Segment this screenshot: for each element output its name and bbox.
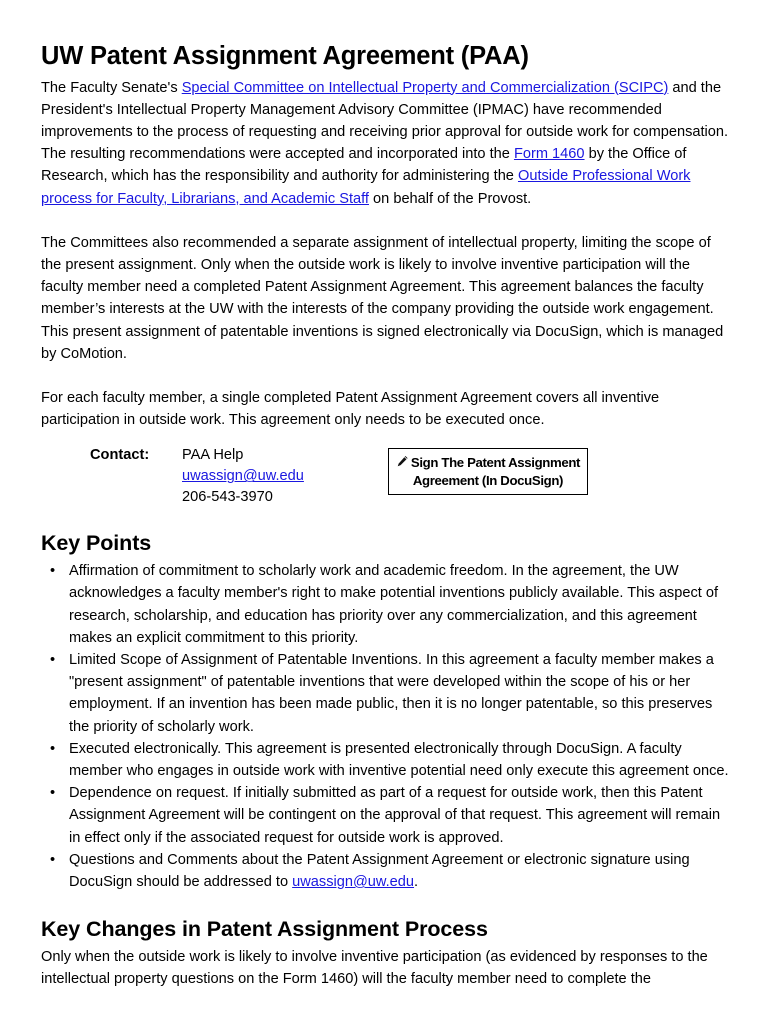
intro-paragraph-2: The Committees also recommended a separate assignment of intellectual property, limiting the scope of the present assignment. Only when the outside work is likely to involve inventive participation will the faculty member need a completed Patent Assignment Agreement. This agreement balances the faculty member’s interests at the UW with the interests of the company providing the outside work engagement. This present assignment of patentable inventions is signed electronically via DocuSign, which is managed by CoMotion. bbox=[41, 234, 724, 362]
contact-phone: 206-543-3970 bbox=[182, 489, 273, 506]
intro-paragraph-1 bbox=[41, 77, 729, 210]
list-item-text: Dependence on request. If initially submitted as part of a request for outside work, then this Patent Assignment Agreement will be contingent on the approval of that request. This agreement will remain in effect only if the associated request for outside work is approved. bbox=[69, 785, 721, 846]
list-item-text: Limited Scope of Assignment of Patentable Inventions. In this agreement a faculty member makes a "present assignment" of patentable inventions that were developed within the scope of his or her employment. If an invention has been made public, then it is no longer patentable, so this preserves the priority of scholarly work. bbox=[69, 651, 714, 735]
pen-icon bbox=[396, 455, 409, 472]
contact-and-sign-row bbox=[41, 445, 729, 507]
intro-paragraph-3: For each faculty member, a single completed Patent Assignment Agreement covers all inventive participation in outside work. This agreement only needs to be executed once. bbox=[41, 389, 660, 429]
list-item bbox=[41, 849, 729, 893]
list-item bbox=[41, 782, 729, 849]
sign-button-line-2: Agreement (In DocuSign) bbox=[412, 473, 564, 489]
bullet-glyph: • bbox=[50, 785, 56, 802]
bullet-glyph: • bbox=[50, 651, 56, 668]
link-scipc-committee[interactable]: Special Committee on Intellectual Property and Commercialization (SCIPC) bbox=[181, 79, 669, 96]
list-item-text: Affirmation of commitment to scholarly work and academic freedom. In the agreement, the UW acknowledges a faculty member's right to make potential inventions publicly available. This aspect of research, scholarship, and education has priority over any commercialization, and this agreement makes an explicit commitment to this priority. bbox=[69, 563, 719, 646]
sign-agreement-button[interactable] bbox=[388, 448, 588, 495]
bullet-glyph: • bbox=[50, 563, 56, 580]
section-heading-key-points: Key Points bbox=[41, 531, 152, 556]
list-item bbox=[41, 738, 729, 782]
bullet-glyph: • bbox=[50, 740, 56, 757]
sign-button-line-1: Sign The Patent Assignment bbox=[410, 455, 581, 471]
intro-text-segment-1: The Faculty Senate's bbox=[41, 79, 182, 96]
list-item bbox=[41, 649, 729, 738]
list-item-text-segment-2: . bbox=[414, 873, 419, 890]
list-item bbox=[41, 560, 729, 649]
sign-agreement-button-text bbox=[390, 454, 586, 489]
list-item-text: Executed electronically. This agreement is presented electronically through DocuSign. A faculty member who engages in outside work with inventive potential need only execute this agreement once. bbox=[69, 740, 729, 779]
list-item-email-link[interactable]: uwassign@uw.edu bbox=[292, 873, 415, 890]
intro-text-segment-4: on behalf of the Provost. bbox=[368, 190, 532, 207]
contact-block bbox=[90, 445, 304, 508]
bullet-glyph: • bbox=[50, 851, 56, 868]
intro-text-segment-3: by the Office of Research, which has the responsibility and authority for administering the bbox=[41, 146, 687, 185]
contact-values bbox=[182, 445, 304, 508]
contact-label: Contact: bbox=[90, 447, 150, 464]
contact-name: PAA Help bbox=[182, 447, 244, 464]
section-heading-key-changes: Key Changes in Patent Assignment Process bbox=[41, 917, 488, 942]
list-item-text-segment-1: Questions and Comments about the Patent Assignment Agreement or electronic signature using DocuSign should be addressed to bbox=[69, 851, 690, 890]
key-points-list bbox=[41, 560, 729, 893]
page-title: UW Patent Assignment Agreement (PAA) bbox=[41, 42, 529, 70]
key-changes-paragraph-1: Only when the outside work is likely to involve inventive participation (as evidenced by responses to the intellectual property questions on the Form 1460) will the faculty member need to complete the bbox=[41, 948, 708, 988]
link-outside-professional-work[interactable]: Outside Professional Work process for Faculty, Librarians, and Academic Staff bbox=[41, 168, 691, 207]
link-form-1460[interactable]: Form 1460 bbox=[513, 146, 585, 163]
intro-text-segment-2: and the President's Intellectual Property Management Advisory Committee (IPMAC) have recommended improvements to the process of requesting and receiving prior approval for outside work for compensation. The resulting recommendations were accepted and incorporated into the bbox=[41, 79, 729, 163]
contact-email-link[interactable]: uwassign@uw.edu bbox=[182, 468, 304, 485]
